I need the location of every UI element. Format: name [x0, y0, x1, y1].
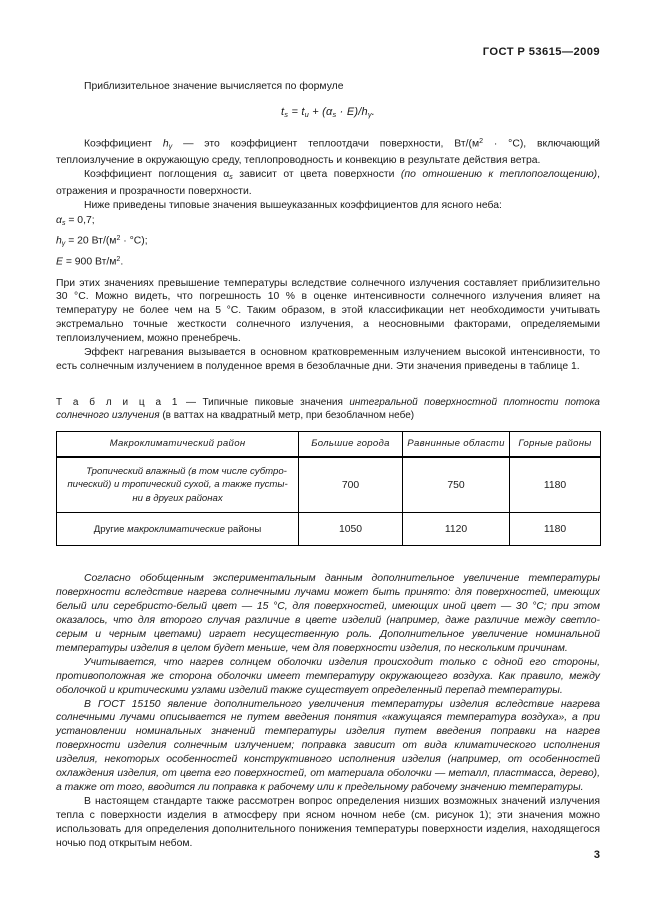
region-line-3: ни в других районах [132, 492, 223, 504]
formula-multiply-dot: · [339, 105, 344, 118]
coefficient-item-e [56, 252, 600, 270]
coefficient-hy-tail: · °С); [120, 236, 148, 247]
coefficient-hy-value: = 20 Вт/(м [65, 236, 117, 247]
paragraph-generalized-experimental-data: Согласно обобщенным экспериментальным данным дополнительное увеличение температуры поверхности вследствие нагрева солнечными лучами может быть принято: для поверхностей, имеющих белый или серебристо-белый цвет — 15 °С, для поверхностей, имеющих иной цвет — 30 °С; при этом оказалось, что для второго случая различие в цвете изделий (например, даже различие между светло-серым и черным цветами) играет несущественную роль. Дополнительное увеличение номинальной температуры изделия в целом будет меньше, чем для поверхности изделия, по нескольким причинам. [56, 573, 600, 654]
coefficient-hy-symbol: h [56, 236, 62, 247]
formula-irradiance: E [346, 105, 355, 118]
table-label: Т а б л и ц а 1 [56, 396, 180, 408]
table-head [57, 431, 601, 457]
table-caption-dash: — [179, 396, 203, 408]
table-header-region: Макроклиматический район [57, 431, 299, 457]
table-caption-italic: интегральной поверхностной плотности потока солнечного излучения [56, 396, 600, 422]
paragraph-shell-heating: Учитывается, что нагрев солнцем оболочки изделия происходит только с одной его стороны, противоположная же сторона оболочки имеет температуру окружающего воздуха. Как правило, между оболочкой и критическими узлами изделий также существует определенный перепад температуры. [56, 656, 600, 696]
paragraph-absorption-coefficient [56, 168, 600, 199]
para-alpha-italic-note: (по отношению к теплопоглощению) [400, 169, 598, 181]
table-body [57, 457, 601, 546]
coefficient-e-value: = 900 Вт/м [62, 257, 117, 268]
para-alpha-text-2: зависит от цвета поверхности [232, 169, 401, 181]
formula-lead-paragraph: Приблизительное значение вычисляется по формуле [84, 81, 344, 92]
solar-irradiance-table [56, 431, 601, 547]
formula-period: . [371, 105, 376, 118]
formula-alpha: α [325, 105, 333, 118]
formula-term1-sub: u [304, 110, 309, 119]
table-caption-normal-2: (в ваттах на квадратный метр, при безоблачном небе) [159, 410, 415, 422]
para-hy-text-1: Коэффициент [84, 138, 163, 150]
coefficient-alpha-value: = 0,7; [65, 215, 95, 226]
paragraph-night-sky-radiation: В настоящем стандарте также рассмотрен вопрос определения низших возможных значений излучения тепла с поверхности изделия в атмосферу при ясном ночном небе (см. рисунок 1); эти значения можно использовать для определения дополнительного понижения температуры поверхности изделия, находящегося ночью под открытым небом. [56, 795, 600, 849]
paragraph-gost-15150-reference: В ГОСТ 15150 явление дополнительного увеличения температуры изделия вследствие нагрева солнечными лучами описывается не путем введения понятия «кажущаяся температура воздуха», а при установлении номинальных значений температуры изделия путем введения поправки на нагрев поверхности изделия солнечным излучением; поправка зависит от вида климатического исполнения изделия, некоторых особенностей конструктивного исполнения изделия (например, от особенностей охлаждения изделия, от цвета его поверхностей, от материала оболочки — металл, пластмасса, дерево), а также от того, вводится ли поправка к рабочему или к предельному рабочему значению температуры. [56, 698, 600, 793]
table-caption-normal-1: Типичные пиковые значения [202, 396, 350, 408]
para-alpha-subscript: s [229, 174, 233, 182]
table-header-large-cities: Большие города [299, 431, 403, 457]
table-row [57, 457, 601, 513]
table-header-mountains: Горные районы [510, 431, 601, 457]
coefficient-hy-sub: γ [61, 240, 66, 248]
region-other-emphasis: макроклиматические [127, 523, 225, 535]
para-hy-subscript: γ [168, 143, 173, 151]
table-cell-value-mountains: 1180 [510, 457, 601, 513]
formula-plus: + [312, 105, 319, 118]
formula-h: h [361, 105, 368, 118]
table-header-row [57, 431, 601, 457]
formula-lhs-sub: s [284, 110, 289, 119]
coefficient-item-hy [56, 231, 600, 252]
formula-lhs: t [280, 105, 285, 118]
page-number: 3 [593, 849, 600, 861]
formula-alpha-sub: s [332, 110, 337, 119]
coefficient-alpha-symbol: α [56, 215, 62, 226]
coefficient-alpha-sub: s [61, 219, 66, 227]
coefficient-e-symbol: E [56, 257, 63, 268]
table-cell-region-other [57, 513, 299, 546]
region-other-prefix: Другие [93, 523, 128, 535]
table-cell-value-mountains: 1180 [510, 513, 601, 546]
coefficient-values-list [56, 213, 600, 271]
region-line-1: Тропический влажный (в том числе субтро- [86, 465, 287, 477]
table-cell-value-plains: 1120 [403, 513, 510, 546]
table-cell-value-plains: 750 [403, 457, 510, 513]
formula-approximate-value [56, 104, 600, 123]
formula-close-divide: )/ [354, 105, 362, 118]
formula-equals: = [291, 105, 299, 118]
para-hy-text-2: — это коэффициент теплоотдачи поверхности, Вт/(м [172, 138, 480, 150]
para-hy-text-3: · °С), включающий теплоизлучение в окружающую среду, теплопроводность и конвекцию в результате действия ветра. [56, 138, 600, 167]
page-content [56, 0, 600, 850]
para-alpha-text-1: Коэффициент поглощения [84, 169, 224, 181]
para-alpha-text-3: , отражения и прозрачности поверхности. [56, 169, 600, 198]
table-caption [56, 396, 600, 423]
para-alpha-symbol: α [223, 169, 230, 181]
formula-term1: t [301, 105, 305, 118]
table-cell-region-tropical [57, 457, 299, 513]
para-hy-superscript: 2 [479, 138, 484, 145]
paragraph-typical-values-lead: Ниже приведены типовые значения вышеуказанных коэффициентов для ясного неба: [84, 200, 502, 212]
table-header-plains: Равнинные области [403, 431, 510, 457]
table-cell-value-large-cities: 700 [299, 457, 403, 513]
coefficient-hy-sup: 2 [116, 235, 121, 243]
paragraph-values-discussion: При этих значениях превышение температуры вследствие солнечного излучения составляет приблизительно 30 °С. Можно видеть, что погрешность 10 % в оценке интенсивности солнечного излучения влияет на температуру не более чем на 5 °С. Таким образом, в этой классификации нет необходимости учитывать экстремально точные жесткости солнечного излучения, а неосновными факторами, определяемыми теплоизлучением, можно пренебречь. [56, 277, 600, 345]
table-row [57, 513, 601, 546]
coefficient-item-alpha [56, 213, 600, 231]
formula-open-paren: ( [322, 105, 326, 118]
formula-h-sub: γ [367, 110, 372, 119]
para-hy-symbol: h [162, 138, 169, 150]
standard-number-header: ГОСТ Р 53615—2009 [482, 46, 600, 58]
region-line-2: пический) и тропический сухой, а также пусты- [67, 479, 288, 491]
region-other-suffix: районы [224, 523, 262, 535]
paragraph-heating-effect: Эффект нагревания вызывается в основном кратковременным излучением высокой интенсивности, то есть солнечным излучением в полуденное время в безоблачные дни. Эти значения приведены в таблице 1. [56, 347, 600, 372]
coefficient-e-sup: 2 [116, 256, 121, 264]
paragraph-heat-transfer-coefficient [56, 135, 600, 168]
table-cell-value-large-cities: 1050 [299, 513, 403, 546]
coefficient-e-tail: . [120, 257, 124, 268]
